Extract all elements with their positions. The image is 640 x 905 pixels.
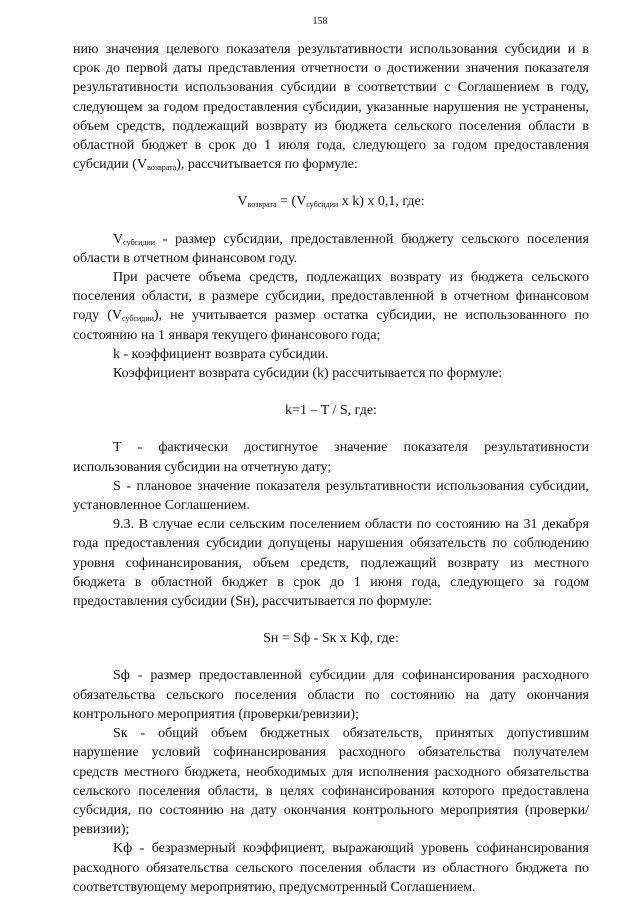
definition-s: S - плановое значение показателя результативности использования субсидии, установленное Соглашением. [73,478,589,514]
definition-sk: Sк - общий объем бюджетных обязательств, принятых допустившим нарушение условий софинансирования расходного обязательства получателем средств местного бюджета, необходимых для исполнения расходного обязательства сельского поселения области, в целях софинансирования которого предоставлена субсидия, по состоянию на дату окончания контрольного мероприятия (проверки/ревизии); [73,726,589,838]
paragraph-calculation-note: При расчете объема средств, подлежащих возврату из бюджета сельского поселения области, в размере субсидии, предоставленной в отчетном финансовом году $(V_{субсидии})$, не учитывается размер остатка субсидии, не использованного по состоянию на 1 января текущего финансового года; [73,270,590,343]
paragraph-continuation: нию значения целевого показателя результативности использования субсидии и в срок до первой даты представления отчетности о достижении значения показателя результативности использования субсидии в соответствии с Соглашением в году, следующем за годом предоставления субсидии, указанные нарушения не устранены, объем средств, подлежащий возврату из бюджета сельского поселения области в областной бюджет в срок до 1 июля года, следующего за годом предоставления субсидии $(V_{возврата})$, рассчитывается по формуле: [73,42,589,173]
paragraph-k-intro: Коэффициент возврата субсидии (k) рассчитывается по формуле: [113,366,503,382]
definition-v-subsidy: $V_{субсидии}$ - размер субсидии, предоставленной бюджету сельского поселения области в отчетном финансовом году. [73,231,589,266]
formula-return-volume: $V_{возврата} = (V_{субсидии}$ x k) x 0,1, где: [237,194,425,210]
definition-kf: Kф - безразмерный коэффициент, выражающий уровень софинансирования расходного обязательства сельского поселения области из областного бюджета по соответствующему мероприятию, предусмотренный Соглашением. [73,841,589,895]
definition-sf: Sф - размер предоставленной субсидии для софинансирования расходного обязательства сельского поселения области по состоянию на дату окончания контрольного мероприятия (проверки/ревизии); [73,668,589,722]
definition-k: k - коэффициент возврата субсидии. [113,346,329,362]
scan-mark [572,889,586,899]
document-body [73,40,589,897]
definition-t: T - фактически достигнутое значение показателя результативности использования субсидии на отчетную дату; [73,440,589,475]
formula-sn: Sн = Sф - Sк x Kф, где: [263,631,399,647]
page-number: 158 [312,16,328,27]
paragraph-9-3: 9.3. В случае если сельским поселением области по состоянию на 31 декабря года предоставления субсидии допущены нарушения обязательств по соблюдению уровня софинансирования, объем средств, подлежащий возврату из местного бюджета в областной бюджет в срок до 1 июня года, следующего за годом предоставления субсидии (Sн), рассчитывается по формуле: [73,517,589,610]
formula-k: k=1 – T / S, где: [285,403,377,419]
